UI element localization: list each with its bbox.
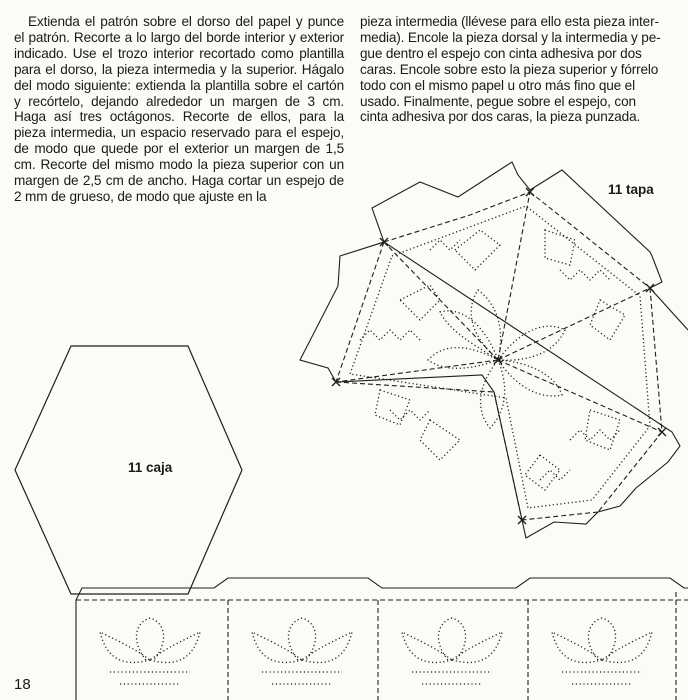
- box-label: 11 caja: [128, 460, 173, 475]
- lid-outline: [300, 162, 688, 538]
- text-line: usado. Finalmente, pegue sobre el espejo, con: [360, 93, 636, 109]
- text-line: gue dentro el espejo con cinta adhesiva por dos: [360, 45, 642, 61]
- text-line: media). Encole la pieza dorsal y la intermedia y pe-: [360, 29, 661, 45]
- lid-pattern: [300, 162, 688, 538]
- text-line: pieza intermedia (llévese para ello esta pieza inter-: [360, 14, 659, 29]
- left-paragraph: Extienda el patrón sobre el dorso del papel y punce el patrón. Recorte a lo largo del borde interior y exterior indicado. Use el trozo interior recortado como plantilla para el dorso, la pieza intermedia y la superior. Hágalo del modo siguiente: extienda la plantilla sobre el cartón y recórtelo, dejando alrededor un margen de 3 cm. Haga así tres octágonos. Recorte de ellos, para la pieza intermedia, un espacio reservado para el espejo, de modo que quede por el exterior un margen de 1,5 cm. Recorte del mismo modo la pieza superior con un margen de 2,5 cm de ancho. Haga cortar un espejo de 2 mm de grueso, de modo que ajuste en la: [14, 14, 344, 204]
- strip-fold-lines: [76, 592, 688, 700]
- punch-motif: [402, 618, 502, 684]
- box-side-strip: [76, 578, 688, 700]
- page-number: 18: [14, 676, 31, 693]
- text-line: todo con el mismo papel u otro más fino que el: [360, 77, 635, 93]
- punch-motif: [252, 618, 352, 684]
- punch-motif: [100, 618, 200, 684]
- strip-punch-motifs: [100, 618, 652, 684]
- lid-label: 11 tapa: [608, 182, 654, 197]
- punch-motif: [552, 618, 652, 684]
- text-line: cinta adhesiva por dos caras, la pieza punzada.: [360, 109, 641, 125]
- text-line: caras. Encole sobre esto la pieza superior y fórrelo: [360, 61, 659, 77]
- lid-punch-pattern: [350, 206, 650, 508]
